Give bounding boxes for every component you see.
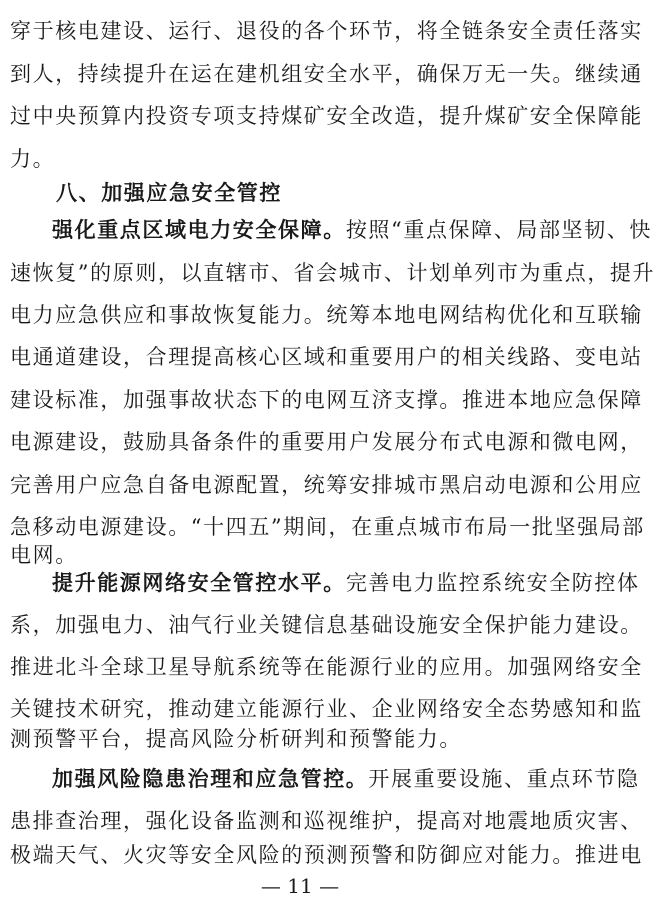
body-text-line: 系，加强电力、油气行业关键信息基础设施安全保护能力建设。 bbox=[10, 613, 643, 637]
body-text-line: 力。 bbox=[10, 147, 56, 171]
body-text-line: 关键技术研究，推动建立能源行业、企业网络安全态势感知和监 bbox=[10, 697, 643, 721]
body-text-line: 急移动电源建设。“十四五”期间，在重点城市布局一批坚强局部 bbox=[10, 515, 645, 539]
paragraph-first-line bbox=[52, 764, 652, 794]
body-text-line: 极端天气、火灾等安全风险的预测预警和防御应对能力。推进电 bbox=[10, 843, 643, 867]
body-text-line: 测预警平台，提高风险分析研判和预警能力。 bbox=[10, 727, 462, 751]
body-text-line: 完善用户应急自备电源配置，统筹安排城市黑启动电源和公用应 bbox=[10, 473, 643, 497]
section-heading: 八、加强应急安全管控 bbox=[56, 181, 282, 205]
paragraph-first-line bbox=[52, 215, 652, 245]
body-text-line: 建设标准，加强事故状态下的电网互济支撑。推进本地应急保障 bbox=[10, 388, 643, 412]
paragraph-lead-bold: 提升能源网络安全管控水平。 bbox=[52, 570, 346, 595]
body-text-line: 速恢复”的原则，以直辖市、省会城市、计划单列市为重点，提升 bbox=[10, 261, 655, 285]
paragraph-lead-bold: 强化重点区域电力安全保障。 bbox=[52, 217, 346, 242]
page-number: — 11 — bbox=[260, 874, 340, 898]
paragraph-text: 完善电力监控系统安全防控体 bbox=[345, 571, 640, 595]
body-text-line: 到人，持续提升在运在建机组安全水平，确保万无一失。继续通 bbox=[10, 62, 643, 86]
body-text-line: 电源建设，鼓励具备条件的重要用户发展分布式电源和微电网， bbox=[10, 430, 643, 454]
paragraph-text: 按照“重点保障、局部坚韧、快 bbox=[345, 218, 652, 242]
body-text-line: 穿于核电建设、运行、退役的各个环节，将全链条安全责任落实 bbox=[10, 19, 643, 43]
paragraph-lead-bold: 加强风险隐患治理和应急管控。 bbox=[52, 766, 369, 791]
body-text-line: 电力应急供应和事故恢复能力。统筹本地电网结构优化和互联输 bbox=[10, 303, 643, 327]
paragraph-text: 开展重要设施、重点环节隐 bbox=[368, 767, 640, 791]
body-text-line: 电网。 bbox=[10, 543, 78, 567]
body-text-line: 过中央预算内投资专项支持煤矿安全改造，提升煤矿安全保障能 bbox=[10, 104, 643, 128]
paragraph-first-line bbox=[52, 568, 652, 598]
body-text-line: 电通道建设，合理提高核心区域和重要用户的相关线路、变电站 bbox=[10, 345, 643, 369]
body-text-line: 推进北斗全球卫星导航系统等在能源行业的应用。加强网络安全 bbox=[10, 655, 643, 679]
body-text-line: 患排查治理，强化设备监测和巡视维护，提高对地震地质灾害、 bbox=[10, 809, 643, 833]
